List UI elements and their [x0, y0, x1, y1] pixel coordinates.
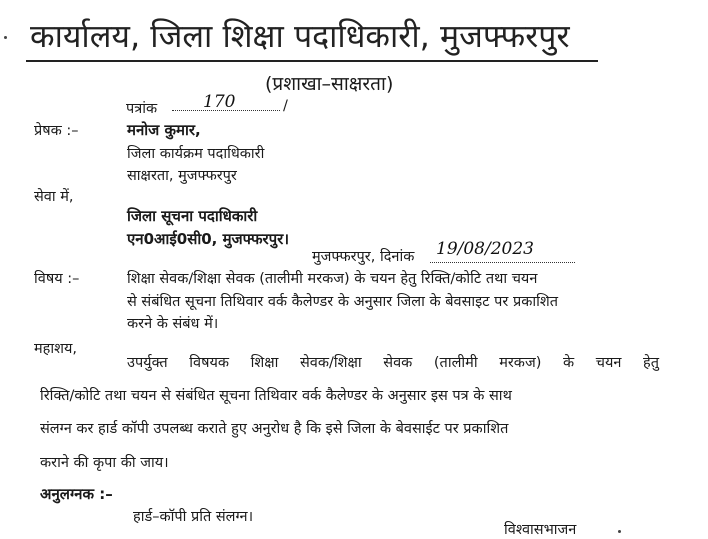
body-line-2: रिक्ति/कोटि तथा चयन से संबंधित सूचना तिथिवार वर्क कैलेण्डर के अनुसार इस पत्र के साथ — [40, 388, 512, 404]
date-label: मुजफ्फरपुर, दिनांक — [312, 249, 415, 265]
sender-designation: जिला कार्यक्रम पदाधिकारी — [127, 146, 265, 162]
body-line-4: कराने की कृपा की जाय। — [40, 455, 169, 471]
patrank-label: पत्रांक — [126, 101, 158, 117]
recipient-label: सेवा में, — [34, 189, 74, 205]
sender-label: प्रेषक :– — [34, 123, 79, 139]
date-value: 19/08/2023 — [436, 239, 534, 259]
office-subtitle: (प्रशाखा–साक्षरता) — [265, 73, 394, 95]
recipient-name: जिला सूचना पदाधिकारी — [127, 207, 258, 225]
sender-office: साक्षरता, मुजफ्फरपुर — [127, 168, 237, 184]
subject-line-3: करने के संबंध में। — [127, 316, 219, 332]
enclosure-text: हार्ड–कॉपी प्रति संलग्न। — [133, 509, 254, 525]
recipient-office: एन0आई0सी0, मुजफ्फरपुर। — [127, 230, 290, 248]
enclosure-label: अनुलग्नक :– — [40, 485, 113, 503]
patrank-number: 170 — [203, 92, 236, 112]
subject-label: विषय :– — [34, 271, 80, 287]
patrank-suffix: / — [283, 98, 288, 114]
scan-speck — [4, 36, 7, 39]
closing-text: विश्वासभाजन — [504, 522, 577, 538]
body-line-3: संलग्न कर हार्ड कॉपी उपलब्ध कराते हुए अनुरोध है कि इसे जिला के बेवसाईट पर प्रकाशित — [40, 421, 509, 437]
date-dotted-line — [430, 262, 575, 263]
sender-name: मनोज कुमार, — [127, 121, 201, 139]
scan-speck — [618, 530, 621, 533]
salutation: महाशय, — [34, 341, 78, 357]
office-title: कार्यालय, जिला शिक्षा पदाधिकारी, मुजफ्फरपुर — [30, 17, 570, 55]
subject-line-1: शिक्षा सेवक/शिक्षा सेवक (तालीमी मरकज) के चयन हेतु रिक्ति/कोटि तथा चयन — [127, 271, 538, 287]
body-line-1: उपर्युक्त विषयक शिक्षा सेवक/शिक्षा सेवक (तालीमी मरकज) के चयन हेतु — [127, 355, 659, 371]
title-underline — [26, 60, 598, 62]
subject-line-2: से संबंधित सूचना तिथिवार वर्क कैलेण्डर के अनुसार जिला के बेवसाइट पर प्रकाशित — [127, 294, 558, 310]
